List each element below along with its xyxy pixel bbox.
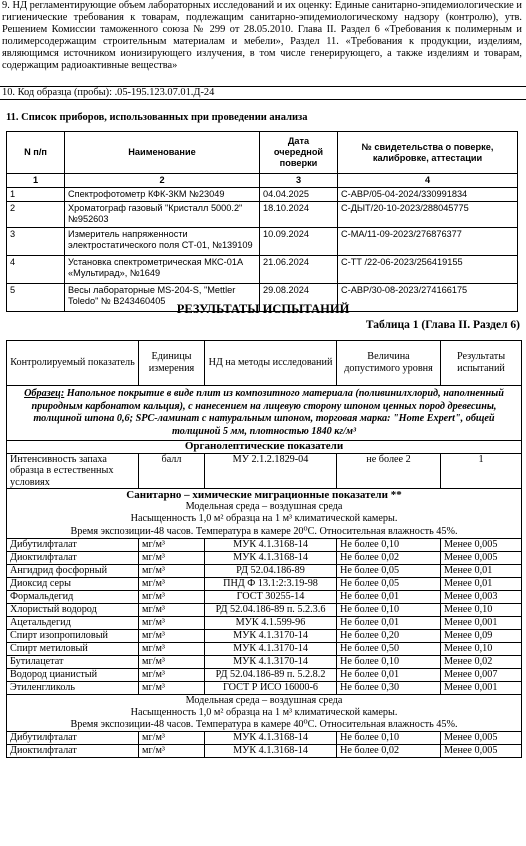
unit: мг/м³ <box>139 681 205 694</box>
result: Менее 0,005 <box>441 551 522 564</box>
sample-code: 10. Код образца (пробы): .05-195.123.07.01.Д-24 <box>2 87 215 98</box>
table-caption: Таблица 1 (Глава II. Раздел 6) <box>365 319 520 331</box>
table-row <box>7 188 518 202</box>
col-number: 1 <box>7 174 65 188</box>
unit: мг/м³ <box>139 745 205 758</box>
result: Менее 0,003 <box>441 590 522 603</box>
indicator-name: Диоктилфталат <box>7 551 139 564</box>
method: МУ 2.1.2.1829-04 <box>205 453 337 489</box>
table-row <box>7 629 522 642</box>
test-conditions-row <box>7 489 522 539</box>
instrument-name: Весы лабораторные MS-204-S, "Mettler Toledo" № B243460405 <box>65 284 260 312</box>
sample-description-row <box>7 386 522 441</box>
test-conditions <box>7 489 522 539</box>
indicator-name: Спирт метиловый <box>7 642 139 655</box>
indicator-name: Интенсивность запаха образца в естественных условиях <box>7 453 139 489</box>
indicator-name: Ацетальдегид <box>7 616 139 629</box>
limit: Не более 0,20 <box>337 629 441 642</box>
certificate-number: С-АВР/30-08-2023/274166175 <box>338 284 518 312</box>
limit: Не более 0,10 <box>337 732 441 745</box>
migration-title: Санитарно – химические миграционные показатели ** <box>126 489 402 501</box>
sample-text: Напольное покрытие в виде плит из композитного материала (поливинилхлорид, наполненный природным карбонатом кальция), с нанесением на лицевую сторону шпоном ценных пород древесины, толщиной шпона 0,6; SPC-ламинат с натуральным шпоном, торговая марка: "Home Expert", общей толщиной 5 мм, плотностью 1840 кг/м³ <box>31 388 504 437</box>
col-header-indicator: Контролируемый показатель <box>7 341 139 386</box>
certificate-number: С-АВР/05-04-2024/330991834 <box>338 188 518 202</box>
indicator-name: Водород цианистый <box>7 668 139 681</box>
indicator-name: Формальдегид <box>7 590 139 603</box>
condition-line: Время экспозиции-48 часов. Температура в камере 40⁰С. Относительная влажность 45%. <box>70 719 458 731</box>
indicator-name: Диоксид серы <box>7 577 139 590</box>
unit: мг/м³ <box>139 629 205 642</box>
limit: Не более 0,01 <box>337 590 441 603</box>
instrument-name: Измеритель напряженности электростатического поля СТ-01, №139109 <box>65 228 260 256</box>
verification-date: 29.08.2024 <box>260 284 338 312</box>
method: РД 52.04.186-89 п. 5.2.8.2 <box>205 668 337 681</box>
table-row <box>7 256 518 284</box>
limit: не более 2 <box>337 453 441 489</box>
sample-label: Образец: <box>24 388 65 399</box>
col-header-name: Наименование <box>65 132 260 174</box>
method: МУК 4.1.3170-14 <box>205 655 337 668</box>
limit: Не более 0,05 <box>337 577 441 590</box>
unit: балл <box>139 453 205 489</box>
result: Менее 0,001 <box>441 681 522 694</box>
unit: мг/м³ <box>139 564 205 577</box>
results-header-row <box>7 341 522 386</box>
method: ГОСТ Р ИСО 16000-6 <box>205 681 337 694</box>
table-row <box>7 616 522 629</box>
row-number: 1 <box>7 188 65 202</box>
table-row <box>7 577 522 590</box>
regulation-paragraph: 9. НД регламентирующие объем лабораторных исследований и их оценку: Единые санитарно-эпидемиологические и гигиенические требования к товарам, подлежащим санитарно-эпидемиологическому надзору (контролю), утв. Решением Комиссии таможенного союза № 299 от 28.05.2010. Глава II. Раздел 6 «Требования к полимерным и полимерсодержащим строительным материалам и мебели», Раздел 11. «Требования к продукции, изделиям, являющимся источником ионизирующего излучения, в том числе генерирующего, а также изделиям и товарам, содержащим радиоактивные вещества» <box>2 0 522 71</box>
table-row <box>7 551 522 564</box>
result: Менее 0,09 <box>441 629 522 642</box>
result: Менее 0,01 <box>441 577 522 590</box>
certificate-number: С-ДЫТ/20-10-2023/288045775 <box>338 202 518 228</box>
row-number: 4 <box>7 256 65 284</box>
table-row <box>7 538 522 551</box>
result: Менее 0,10 <box>441 642 522 655</box>
limit: Не более 0,10 <box>337 538 441 551</box>
col-header-unit: Единицы измерения <box>139 341 205 386</box>
result: Менее 0,005 <box>441 732 522 745</box>
limit: Не более 0,10 <box>337 603 441 616</box>
result: Менее 0,005 <box>441 538 522 551</box>
indicator-name: Дибутилфталат <box>7 538 139 551</box>
test-conditions <box>7 694 522 732</box>
table-row <box>7 732 522 745</box>
table-row <box>7 642 522 655</box>
result: Менее 0,007 <box>441 668 522 681</box>
unit: мг/м³ <box>139 642 205 655</box>
column-number-row <box>7 174 518 188</box>
method: МУК 4.1.3168-14 <box>205 745 337 758</box>
divider-line <box>0 99 526 100</box>
unit: мг/м³ <box>139 577 205 590</box>
result: Менее 0,10 <box>441 603 522 616</box>
instrument-name: Спектрофотометр КФК-3КМ №23049 <box>65 188 260 202</box>
method: РД 52.04.186-89 п. 5.2.3.6 <box>205 603 337 616</box>
method: МУК 4.1.3168-14 <box>205 732 337 745</box>
table-row <box>7 603 522 616</box>
table-row <box>7 564 522 577</box>
method: МУК 4.1.3168-14 <box>205 551 337 564</box>
method: ГОСТ 30255-14 <box>205 590 337 603</box>
indicator-name: Спирт изопропиловый <box>7 629 139 642</box>
indicator-name: Этиленгликоль <box>7 681 139 694</box>
col-header-certificate: № свидетельства о поверке, калибровке, аттестации <box>338 132 518 174</box>
limit: Не более 0,01 <box>337 616 441 629</box>
results-table <box>6 340 522 758</box>
method: МУК 4.1.3170-14 <box>205 629 337 642</box>
unit: мг/м³ <box>139 551 205 564</box>
limit: Не более 0,50 <box>337 642 441 655</box>
col-number: 4 <box>338 174 518 188</box>
method: ПНД Ф 13.1:2:3.19-98 <box>205 577 337 590</box>
condition-line: Модельная среда – воздушная среда <box>185 694 343 706</box>
col-header-date: Дата очередной поверки <box>260 132 338 174</box>
indicator-name: Хлористый водород <box>7 603 139 616</box>
unit: мг/м³ <box>139 603 205 616</box>
row-number: 2 <box>7 202 65 228</box>
col-number: 2 <box>65 174 260 188</box>
sample-description <box>7 386 522 441</box>
limit: Не более 0,02 <box>337 551 441 564</box>
table-row <box>7 202 518 228</box>
col-header-method: НД на методы исследований <box>205 341 337 386</box>
table-row <box>7 655 522 668</box>
table-row <box>7 745 522 758</box>
method: МУК 4.1.3168-14 <box>205 538 337 551</box>
table-row <box>7 681 522 694</box>
verification-date: 18.10.2024 <box>260 202 338 228</box>
instrument-name: Установка спектрометрическая МКС-01А «Мультирад», №1649 <box>65 256 260 284</box>
instruments-table <box>6 131 518 312</box>
row-number: 5 <box>7 284 65 312</box>
verification-date: 10.09.2024 <box>260 228 338 256</box>
unit: мг/м³ <box>139 590 205 603</box>
certificate-number: С-МА/11-09-2023/276876377 <box>338 228 518 256</box>
row-number: 3 <box>7 228 65 256</box>
instrument-name: Хроматограф газовый "Кристалл 5000.2" №952603 <box>65 202 260 228</box>
result: 1 <box>441 453 522 489</box>
result: Менее 0,005 <box>441 745 522 758</box>
table-row <box>7 453 522 489</box>
unit: мг/м³ <box>139 616 205 629</box>
col-header-number: N п/п <box>7 132 65 174</box>
table-row <box>7 668 522 681</box>
method: МУК 4.1.3170-14 <box>205 642 337 655</box>
group-header-row <box>7 441 522 454</box>
indicator-name: Бутилацетат <box>7 655 139 668</box>
col-header-result: Результаты испытаний <box>441 341 522 386</box>
indicator-name: Диоктилфталат <box>7 745 139 758</box>
limit: Не более 0,30 <box>337 681 441 694</box>
limit: Не более 0,02 <box>337 745 441 758</box>
result: Менее 0,02 <box>441 655 522 668</box>
col-number: 3 <box>260 174 338 188</box>
verification-date: 21.06.2024 <box>260 256 338 284</box>
result: Менее 0,01 <box>441 564 522 577</box>
instruments-header-row <box>7 132 518 174</box>
limit: Не более 0,01 <box>337 668 441 681</box>
result: Менее 0,001 <box>441 616 522 629</box>
test-conditions-row <box>7 694 522 732</box>
condition-line: Насыщенность 1,0 м² образца на 1 м³ климатической камеры. <box>130 707 398 719</box>
condition-line: Время экспозиции-48 часов. Температура в камере 20⁰С. Относительная влажность 45%. <box>70 525 458 537</box>
certificate-number: С-ТТ /22-06-2023/256419155 <box>338 256 518 284</box>
table-row <box>7 228 518 256</box>
indicator-name: Ангидрид фосфорный <box>7 564 139 577</box>
condition-line: Модельная среда – воздушная среда <box>185 501 343 513</box>
organoleptic-title: Органолептические показатели <box>7 441 522 454</box>
unit: мг/м³ <box>139 732 205 745</box>
instruments-section-title: 11. Список приборов, использованных при проведении анализа <box>6 112 308 123</box>
method: РД 52.04.186-89 <box>205 564 337 577</box>
indicator-name: Дибутилфталат <box>7 732 139 745</box>
limit: Не более 0,10 <box>337 655 441 668</box>
unit: мг/м³ <box>139 655 205 668</box>
verification-date: 04.04.2025 <box>260 188 338 202</box>
col-header-limit: Величина допустимого уровня <box>337 341 441 386</box>
method: МУК 4.1.599-96 <box>205 616 337 629</box>
table-row <box>7 590 522 603</box>
unit: мг/м³ <box>139 668 205 681</box>
condition-line: Насыщенность 1,0 м² образца на 1 м³ климатической камеры. <box>130 513 398 525</box>
results-title: РЕЗУЛЬТАТЫ ИСПЫТАНИЙ <box>176 302 350 316</box>
limit: Не более 0,05 <box>337 564 441 577</box>
unit: мг/м³ <box>139 538 205 551</box>
